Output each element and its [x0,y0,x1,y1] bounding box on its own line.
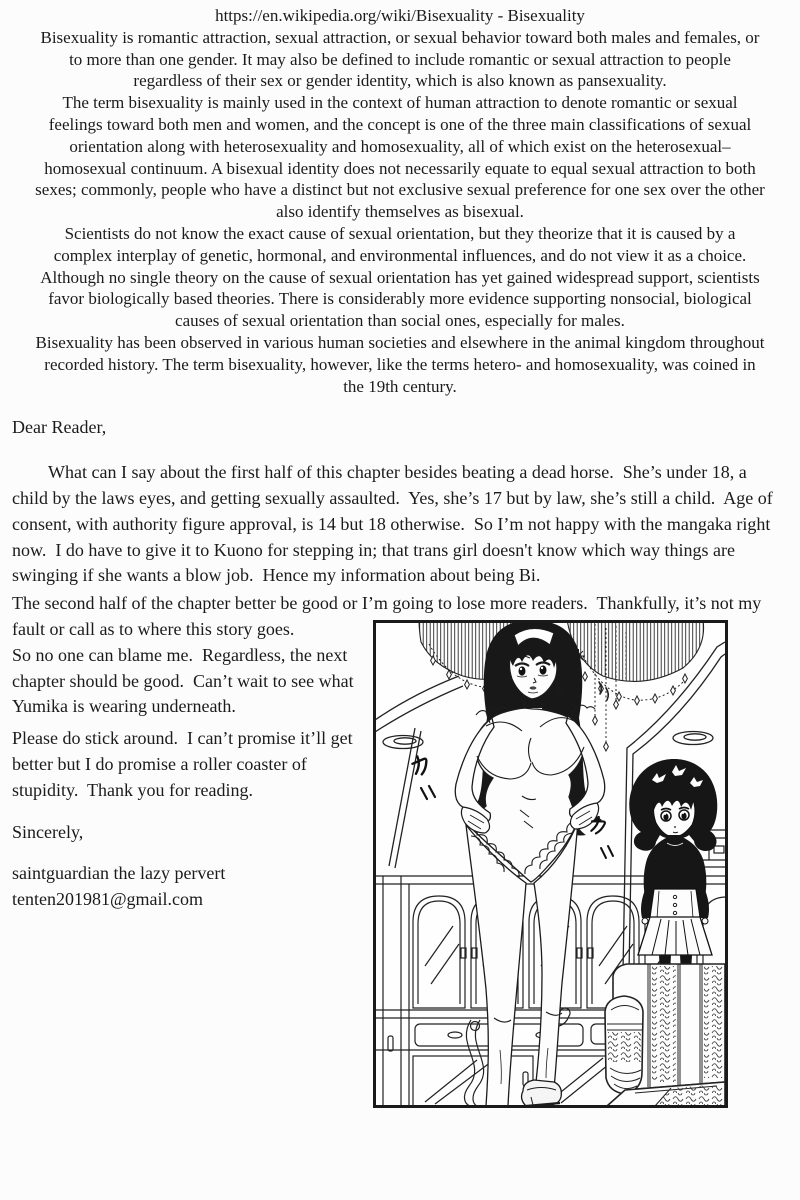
wiki-line: the 19th century. [343,376,457,396]
letter-line: The second half of the chapter better be good or I’m going to lose more readers. Thankfully, it’s not my [12,593,762,614]
manga-panel-drawing [373,620,728,1108]
girl-skirt [638,917,712,955]
letter-line: What can I say about the first half of this chapter besides beating a dead horse. She’s under 18, a [48,462,747,483]
letter-line: child by the laws eyes, and getting sexually assaulted. Yes, she’s 17 but by law, she’s still a child. Age of [12,487,773,508]
wiki-line: Bisexuality is romantic attraction, sexual attraction, or sexual behavior toward both males and females, or [40,27,760,47]
wiki-line: also identify themselves as bisexual. [276,202,524,222]
signature-name: saintguardian the lazy pervert [12,863,226,884]
wiki-line: causes of sexual orientation than social ones, especially for males. [175,311,625,331]
wiki-line: Although no single theory on the cause of sexual orientation has yet gained widespread support, scientists [40,267,760,287]
girl-character [629,759,717,973]
wiki-line: recorded history. The term bisexuality, however, like the terms hetero- and homosexuality, was coined in [44,354,756,374]
wiki-line: regardless of their sex or gender identity, which is also known as pansexuality. [133,71,667,91]
wiki-line: The term bisexuality is mainly used in the context of human attraction to denote romantic or sexual [62,93,738,113]
wiki-line: favor biologically based theories. There is considerably more evidence supporting nonsocial, biological [48,289,752,309]
letter-paragraph-1 [12,460,800,589]
wiki-line: sexes; commonly, people who have a distinct but not exclusive sexual preference for one sex over the other [35,180,765,200]
letter-line: Yumika is wearing underneath. [12,696,236,717]
letter-line: better but I do promise a roller coaster of [12,753,307,774]
letter-line: now. I do have to give it to Kuono for stepping in; that trans girl doesn't know which way things are [12,539,735,560]
wiki-line: orientation along with heterosexuality and homosexuality, all of which exist on the heterosexual– [69,136,731,156]
letter-line: consent, with authority figure approval, is 14 but 18 otherwise. So I’m not happy with the mangaka right [12,513,771,534]
signature-email: tenten201981@gmail.com [12,889,204,910]
wiki-line: complex interplay of genetic, hormonal, and environmental influences, and do not view it as a choice. [53,245,747,265]
wiki-line: to more than one gender. It may also be defined to include romantic or sexual attraction to people [69,49,731,69]
letter-line: chapter should be good. Can’t wait to see what [12,670,354,691]
sfx-ka-mark [411,755,429,776]
manga-panel-illustration [373,620,728,1108]
wiki-line: homosexual continuum. A bisexual identity does not necessarily equate to equal sexual attraction to both [44,158,756,178]
letter-line: swinging if she wants a blow job. Hence my information about being Bi. [12,565,541,586]
letter-closing: Sincerely, [12,821,84,842]
letter-line: Please do stick around. I can’t promise it’ll get [12,728,353,749]
wiki-excerpt [0,0,800,397]
woman-character [455,620,605,1106]
woman-shoe [522,1080,562,1106]
letter-salutation: Dear Reader, [12,417,107,438]
letter-line: So no one can blame me. Regardless, the next [12,644,348,665]
wiki-line: feelings toward both men and women, and the concept is one of the three main classifications of sexual [48,114,752,134]
patterned-sofa [605,964,725,1106]
letter-line: stupidity. Thank you for reading. [12,779,253,800]
wiki-line: Scientists do not know the exact cause of sexual orientation, but they theorize that it is caused by a [64,223,736,243]
letter-line: fault or call as to where this story goes. [12,618,295,639]
source-url: https://en.wikipedia.org/wiki/Bisexuality - Bisexuality [215,6,585,25]
wiki-line: Bisexuality has been observed in various human societies and elsewhere in the animal kingdom throughout [35,332,765,352]
